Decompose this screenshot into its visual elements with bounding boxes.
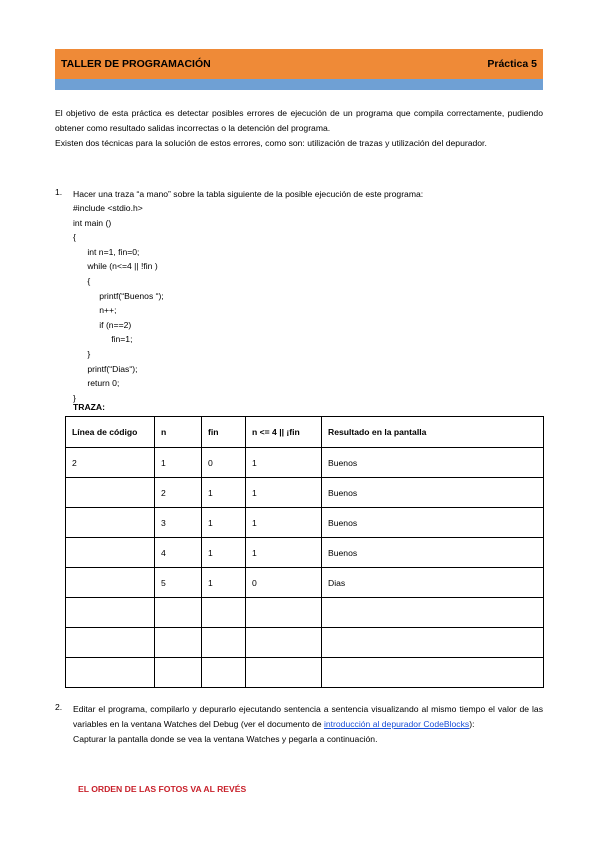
column-header: n bbox=[155, 417, 202, 448]
column-header: fin bbox=[202, 417, 246, 448]
table-cell[interactable]: 5 bbox=[155, 568, 202, 598]
table-cell[interactable] bbox=[66, 478, 155, 508]
column-header: Resultado en la pantalla bbox=[322, 417, 544, 448]
table-row bbox=[66, 598, 544, 628]
table-cell[interactable]: 1 bbox=[246, 538, 322, 568]
code-line: fin=1; bbox=[73, 334, 133, 345]
table-cell[interactable]: 4 bbox=[155, 538, 202, 568]
table-cell[interactable]: 1 bbox=[246, 508, 322, 538]
code-line: printf(“Dias“); bbox=[73, 363, 138, 374]
table-cell[interactable] bbox=[66, 508, 155, 538]
photo-order-note: EL ORDEN DE LAS FOTOS VA AL REVÉS bbox=[78, 784, 247, 794]
table-cell[interactable]: Buenos bbox=[322, 448, 544, 478]
code-line: return 0; bbox=[73, 378, 120, 389]
item-2-number: 2. bbox=[55, 702, 63, 712]
code-line: } bbox=[73, 348, 91, 359]
table-cell[interactable]: 2 bbox=[155, 478, 202, 508]
table-cell[interactable] bbox=[246, 658, 322, 688]
code-line: int main () bbox=[73, 217, 112, 228]
table-cell[interactable] bbox=[66, 568, 155, 598]
item-2-text-after: ): bbox=[469, 719, 475, 729]
code-line: { bbox=[73, 232, 76, 243]
item-2-line-1 bbox=[73, 702, 543, 732]
item-2-line-2: Capturar la pantalla donde se vea la ventana Watches y pegarla a continuación. bbox=[73, 734, 378, 744]
table-cell[interactable]: 1 bbox=[246, 478, 322, 508]
table-cell[interactable] bbox=[322, 658, 544, 688]
trace-table bbox=[65, 416, 544, 688]
table-cell[interactable] bbox=[66, 598, 155, 628]
table-cell[interactable] bbox=[66, 628, 155, 658]
table-body bbox=[66, 448, 544, 688]
column-header: n <= 4 || ¡fin bbox=[246, 417, 322, 448]
table-cell[interactable] bbox=[246, 628, 322, 658]
code-block bbox=[73, 201, 164, 405]
table-cell[interactable]: 0 bbox=[246, 568, 322, 598]
table-cell[interactable]: Buenos bbox=[322, 508, 544, 538]
table-cell[interactable]: Buenos bbox=[322, 538, 544, 568]
table-row bbox=[66, 448, 544, 478]
item-1-text: Hacer una traza “a mano” sobre la tabla siguiente de la posible ejecución de este programa: bbox=[73, 189, 424, 199]
code-line: printf(“Buenos “); bbox=[73, 290, 164, 301]
table-row bbox=[66, 568, 544, 598]
table-row bbox=[66, 478, 544, 508]
table-cell[interactable]: 1 bbox=[246, 448, 322, 478]
code-line: n++; bbox=[73, 305, 117, 316]
table-cell[interactable]: Buenos bbox=[322, 478, 544, 508]
code-line: if (n==2) bbox=[73, 319, 132, 330]
table-cell[interactable] bbox=[322, 598, 544, 628]
table-cell[interactable]: 1 bbox=[202, 508, 246, 538]
table-cell[interactable] bbox=[66, 658, 155, 688]
table-cell[interactable] bbox=[155, 658, 202, 688]
table-row bbox=[66, 508, 544, 538]
practice-number: Práctica 5 bbox=[487, 58, 537, 70]
code-line: { bbox=[73, 275, 91, 286]
column-header: Línea de código bbox=[66, 417, 155, 448]
table-row bbox=[66, 538, 544, 568]
table-cell[interactable] bbox=[155, 628, 202, 658]
item-2-text bbox=[73, 702, 543, 747]
traza-label: TRAZA: bbox=[73, 402, 105, 412]
table-cell[interactable]: 1 bbox=[202, 478, 246, 508]
item-1-number: 1. bbox=[55, 187, 63, 197]
table-header-row bbox=[66, 417, 544, 448]
intro-section bbox=[55, 106, 543, 151]
table-cell[interactable] bbox=[246, 598, 322, 628]
course-title: TALLER DE PROGRAMACIÓN bbox=[61, 58, 211, 70]
table-cell[interactable] bbox=[202, 658, 246, 688]
table-row bbox=[66, 628, 544, 658]
codeblocks-guide-link[interactable]: introducción al depurador CodeBlocks bbox=[323, 719, 470, 729]
code-line: #include <stdio.h> bbox=[73, 203, 143, 213]
item-2-text-before: Editar el programa, compilarlo y depurarlo ejecutando sentencia a sentencia visualizando al mismo tiempo el valor de las variables en la ventana Watches del Debug (ver el documento de bbox=[73, 704, 543, 729]
code-line: } bbox=[73, 392, 76, 403]
intro-paragraph-2: Existen dos técnicas para la solución de estos errores, como son: utilización de trazas y utilización del depurador. bbox=[55, 138, 487, 148]
table-cell[interactable] bbox=[322, 628, 544, 658]
table-cell[interactable]: 2 bbox=[66, 448, 155, 478]
table-cell[interactable] bbox=[155, 598, 202, 628]
table-cell[interactable] bbox=[202, 628, 246, 658]
table-cell[interactable]: 1 bbox=[202, 568, 246, 598]
intro-paragraph-1: El objetivo de esta práctica es detectar posibles errores de ejecución de un programa que compila correctamente, pudiendo obtener como resultado salidas incorrectas o la detención del programa. bbox=[55, 108, 543, 133]
header-band bbox=[55, 79, 543, 90]
code-line: while (n<=4 || !fin ) bbox=[73, 261, 158, 272]
table-cell[interactable]: 0 bbox=[202, 448, 246, 478]
table-row bbox=[66, 658, 544, 688]
table-cell[interactable]: 1 bbox=[155, 448, 202, 478]
table-cell[interactable] bbox=[202, 598, 246, 628]
code-line: int n=1, fin=0; bbox=[73, 246, 140, 257]
table-cell[interactable]: 1 bbox=[202, 538, 246, 568]
table-cell[interactable]: 3 bbox=[155, 508, 202, 538]
table-cell[interactable]: Dias bbox=[322, 568, 544, 598]
header-bar bbox=[55, 49, 543, 79]
table-cell[interactable] bbox=[66, 538, 155, 568]
